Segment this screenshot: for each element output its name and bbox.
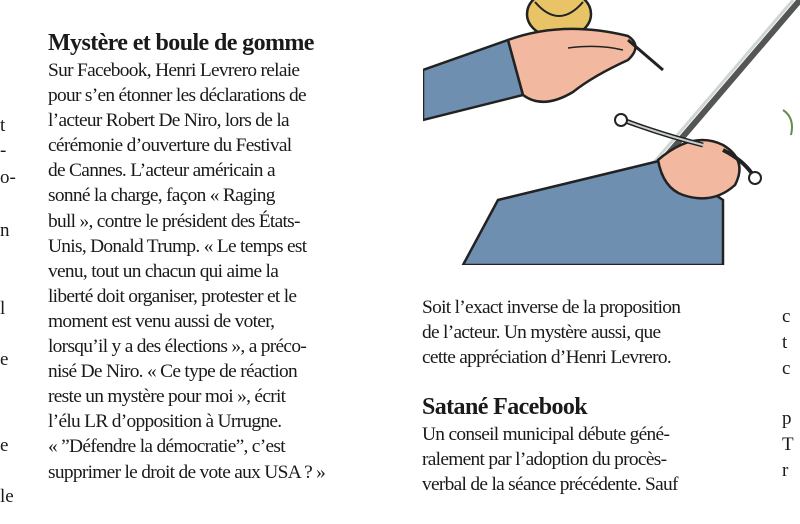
body-line: venu, tout un chacun qui aime la	[48, 260, 279, 282]
body-line: moment est venu aussi de voter,	[48, 310, 275, 332]
right-column-fragment	[778, 290, 800, 524]
cartoon-illustration	[423, 0, 800, 265]
body-line: pour s’en étonner les déclarations de	[48, 85, 306, 107]
body-line: verbal de la séance précédente. Sauf	[422, 474, 678, 496]
fragment-line: c	[782, 306, 791, 327]
body-line: cette appréciation d’Henri Levrero.	[422, 347, 671, 369]
fragment-line: c	[782, 358, 791, 379]
article-body	[48, 58, 393, 485]
body-line: Soit l’exact inverse de la proposition	[422, 297, 681, 318]
fragment-line: n	[0, 220, 10, 241]
fragment-line: le	[0, 486, 14, 507]
fragment-line: e	[0, 349, 9, 370]
article-column-right	[422, 295, 782, 498]
body-line: ralement par l’adoption du procès-	[422, 449, 667, 471]
fragment-line: l	[0, 298, 6, 319]
article-body	[422, 422, 782, 497]
body-line: Un conseil municipal débute géné-	[422, 424, 670, 446]
fragment-line: t	[0, 115, 6, 136]
cartoon-hands-swords-icon	[423, 0, 800, 265]
fragment-line: e	[0, 435, 9, 456]
body-line: Unis, Donald Trump. « Le temps est	[48, 235, 307, 257]
article-mystere	[48, 28, 393, 485]
fragment-line: r	[782, 460, 789, 481]
body-line: lorsqu’il y a des élections », a préco-	[48, 336, 307, 358]
body-line: Sur Facebook, Henri Levrero relaie	[48, 60, 300, 81]
body-line: liberté doit organiser, protester et le	[48, 285, 297, 307]
fragment-line: -	[0, 140, 7, 161]
article-headline: Satané Facebook	[422, 394, 588, 421]
body-line: reste un mystère pour moi », écrit	[48, 386, 286, 408]
body-line: cérémonie d’ouverture du Festival	[48, 135, 292, 157]
body-line: supprimer le droit de vote aux USA ? »	[48, 461, 326, 483]
body-line: sonné la charge, façon « Raging	[48, 185, 275, 207]
fragment-line: o-	[0, 167, 16, 188]
article-continuation	[422, 295, 782, 370]
body-line: l’acteur Robert De Niro, lors de la	[48, 110, 289, 132]
fragment-line: T	[782, 434, 794, 455]
body-line: de Cannes. L’acteur américain a	[48, 160, 275, 182]
body-line: nisé De Niro. « Ce type de réaction	[48, 361, 298, 383]
article-headline: Mystère et boule de gomme	[48, 30, 314, 56]
fragment-line: t	[782, 332, 788, 353]
body-line: de l’acteur. Un mystère aussi, que	[422, 322, 661, 344]
body-line: « ”Défendre la démocratie”, c’est	[48, 436, 285, 458]
left-column-fragment	[0, 0, 30, 524]
fragment-line: p	[782, 408, 792, 429]
body-line: l’élu LR d’opposition à Urrugne.	[48, 411, 282, 433]
body-line: bull », contre le président des États-	[48, 210, 300, 232]
